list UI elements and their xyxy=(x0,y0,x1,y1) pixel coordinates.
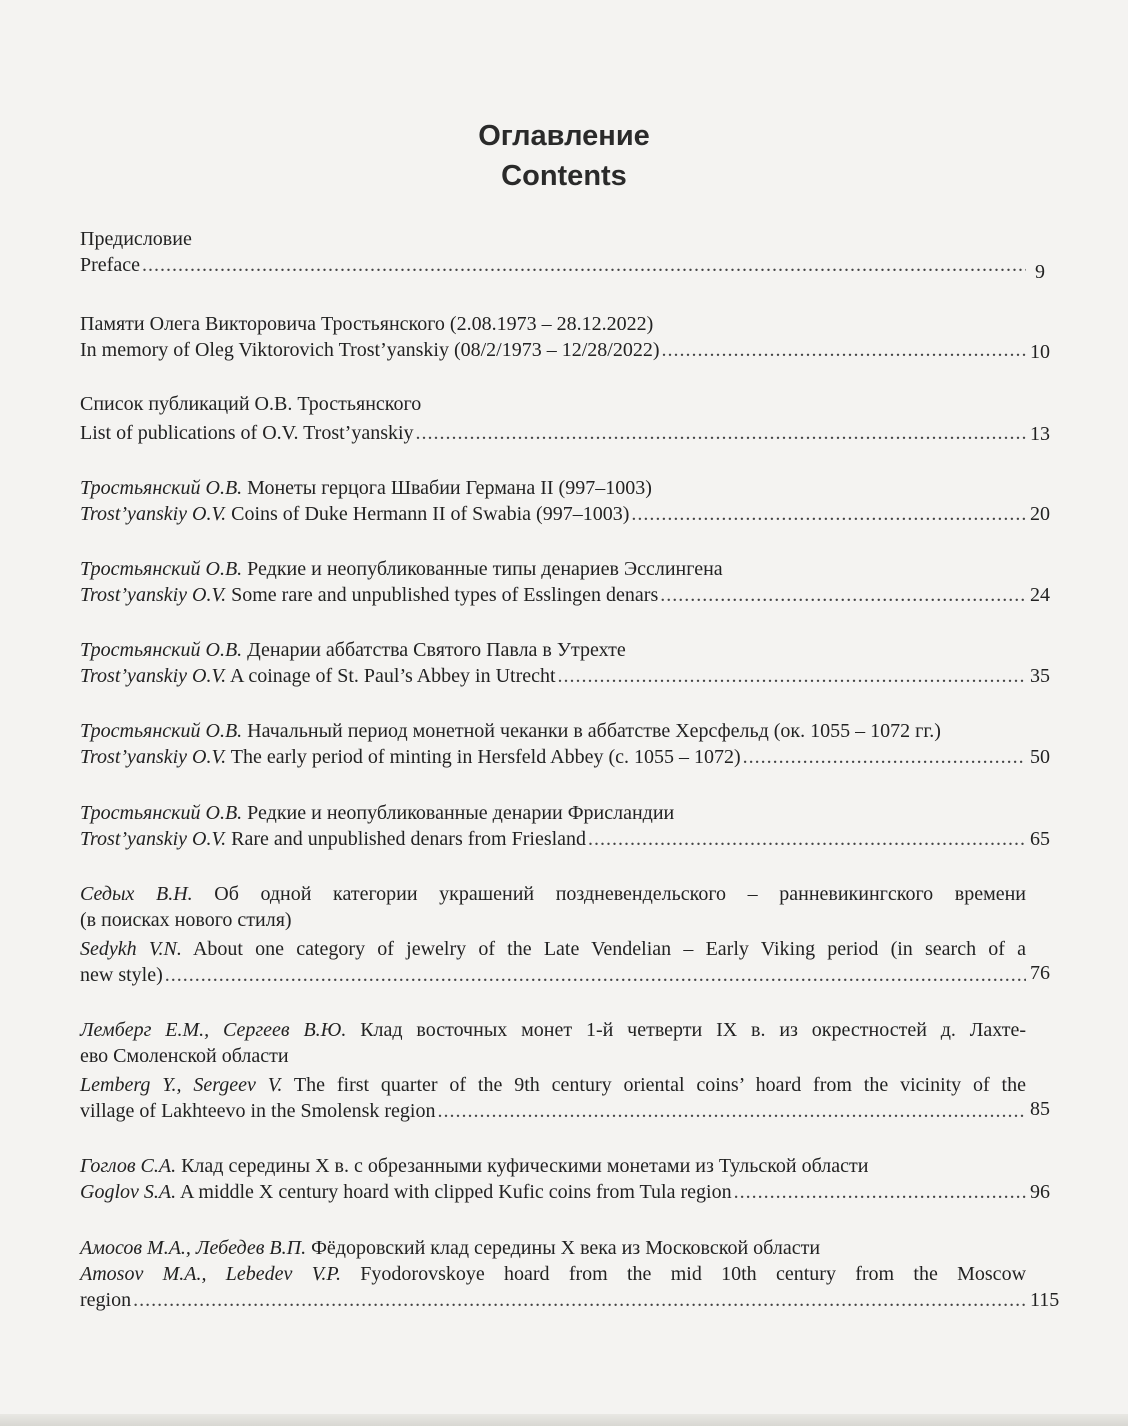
entry-author-ru: Тростьянский О.В. xyxy=(80,720,243,742)
entry-author-en: Sedykh V.N. xyxy=(80,938,182,960)
toc-entry-jewelry[interactable] xyxy=(80,881,1026,988)
entry-author-en: Lemberg Y., Sergeev V. xyxy=(80,1074,283,1096)
entry-title-ru: Памяти Олега Викторовича Тростьянского (2.08.1973 – 28.12.2022) xyxy=(80,313,654,335)
entry-title-en: A middle X century hoard with clipped Kufic coins from Tula region xyxy=(180,1181,732,1203)
entry-author-en: Trost’yanskiy O.V. xyxy=(80,746,227,768)
dot-leader xyxy=(416,420,1026,446)
entry-title-en: Coins of Duke Hermann II of Swabia (997–1003) xyxy=(231,503,630,525)
dot-leader xyxy=(133,1287,1026,1313)
entry-author-ru: Тростьянский О.В. xyxy=(80,558,243,580)
entry-title-en-line1: The first quarter of the 9th century oriental coins’ hoard from the vicinity of the xyxy=(293,1074,1026,1096)
entry-title-en: The early period of minting in Hersfeld Abbey (c. 1055 – 1072) xyxy=(230,746,741,768)
entry-title-ru: Фёдоровский клад середины X века из Московской области xyxy=(311,1237,821,1259)
dot-leader xyxy=(142,252,1026,278)
page-number: 115 xyxy=(1030,1289,1060,1311)
entry-title-ru-line1: Клад восточных монет 1-й четверти IX в. из окрестностей д. Лахте- xyxy=(360,1019,1027,1041)
entry-title-ru: Предисловие xyxy=(80,228,192,250)
entry-title-ru-line2: ево Смоленской области xyxy=(80,1045,289,1067)
entry-author-ru: Гоглов С.А. xyxy=(80,1155,177,1177)
toc-entry-tula[interactable] xyxy=(80,1153,1026,1205)
entry-title-en-line1: Fyodorovskoye hoard from the mid 10th century from the Moscow xyxy=(360,1263,1027,1285)
page-number: 76 xyxy=(1030,962,1050,984)
dot-leader xyxy=(631,501,1026,527)
title-en: Contents xyxy=(501,160,627,192)
page-number: 85 xyxy=(1030,1098,1050,1120)
page-number: 96 xyxy=(1030,1181,1050,1203)
entry-author-ru: Тростьянский О.В. xyxy=(80,639,243,661)
page-number: 9 xyxy=(1035,261,1045,283)
dot-leader xyxy=(558,663,1026,689)
toc-entry-swabia[interactable] xyxy=(80,475,1026,527)
entry-author-en: Trost’yanskiy O.V. xyxy=(80,503,227,525)
entry-title-ru-line1: Об одной категории украшений поздневендельского – ранневикингского времени xyxy=(214,883,1027,905)
toc-entry-utrecht[interactable] xyxy=(80,637,1026,689)
entry-author-en: Trost’yanskiy O.V. xyxy=(80,665,227,687)
dot-leader xyxy=(437,1098,1026,1124)
entry-title-ru: Список публикаций О.В. Тростьянского xyxy=(80,393,422,415)
entry-title-en: Rare and unpublished denars from Friesland xyxy=(231,828,587,850)
toc-entry-hersfeld[interactable] xyxy=(80,718,1026,770)
toc-entry-memory[interactable] xyxy=(80,311,1026,363)
entry-title-ru-line2: (в поисках нового стиля) xyxy=(80,909,292,931)
page-number: 24 xyxy=(1030,584,1050,606)
entry-title-ru: Денарии аббатства Святого Павла в Утрехте xyxy=(247,639,626,661)
dot-leader xyxy=(660,582,1026,608)
toc-entry-esslingen[interactable] xyxy=(80,556,1026,608)
entry-author-en: Goglov S.A. xyxy=(80,1181,177,1203)
entry-author-ru: Амосов М.А., Лебедев В.П. xyxy=(80,1237,307,1259)
entry-title-ru: Монеты герцога Швабии Германа II (997–1003) xyxy=(247,477,652,499)
entry-title-en-line2: new style) xyxy=(80,964,163,986)
entry-title-ru: Клад середины X в. с обрезанными куфическими монетами из Тульской области xyxy=(181,1155,869,1177)
entry-author-ru: Лемберг Е.М., Сергеев В.Ю. xyxy=(80,1019,347,1041)
entry-author-ru: Тростьянский О.В. xyxy=(80,477,243,499)
toc-entry-friesland[interactable] xyxy=(80,800,1026,852)
dot-leader xyxy=(743,744,1026,770)
toc-entry-fyodorovskoye[interactable] xyxy=(80,1235,1026,1313)
entry-title-ru: Начальный период монетной чеканки в аббатстве Херсфельд (ок. 1055 – 1072 гг.) xyxy=(247,720,941,742)
entry-title-en-line2: region xyxy=(80,1289,132,1311)
dot-leader xyxy=(734,1179,1026,1205)
toc-entry-lakhteevo[interactable] xyxy=(80,1017,1026,1124)
entry-author-en: Amosov M.A., Lebedev V.P. xyxy=(80,1263,341,1285)
entry-title-en: A coinage of St. Paul’s Abbey in Utrecht xyxy=(230,665,556,687)
entry-title-en: Preface xyxy=(80,254,140,276)
page-number: 35 xyxy=(1030,665,1050,687)
toc-entry-preface[interactable] xyxy=(80,226,1026,278)
entry-title-en: List of publications of O.V. Trost’yanskiy xyxy=(80,422,414,444)
entry-author-en: Trost’yanskiy O.V. xyxy=(80,828,227,850)
title-ru: Оглавление xyxy=(478,120,650,152)
page-number: 20 xyxy=(1030,503,1050,525)
dot-leader xyxy=(588,826,1026,852)
entry-author-ru: Седых В.Н. xyxy=(80,883,193,905)
dot-leader xyxy=(165,962,1026,988)
entry-author-en: Trost’yanskiy O.V. xyxy=(80,584,227,606)
page-number: 13 xyxy=(1030,423,1050,445)
page-number: 10 xyxy=(1030,341,1050,363)
dot-leader xyxy=(662,337,1026,363)
entry-title-ru: Редкие и неопубликованные типы денариев Эсслингена xyxy=(247,558,723,580)
scan-edge xyxy=(0,1414,1128,1426)
entry-author-ru: Тростьянский О.В. xyxy=(80,802,243,824)
entry-title-en: In memory of Oleg Viktorovich Trost’yanskiy (08/2/1973 – 12/28/2022) xyxy=(80,339,660,361)
page-number: 65 xyxy=(1030,828,1050,850)
page-number: 50 xyxy=(1030,746,1050,768)
entry-title-en-line2: village of Lakhteevo in the Smolensk region xyxy=(80,1100,436,1122)
entry-title-ru: Редкие и неопубликованные денарии Фрисландии xyxy=(247,802,675,824)
toc-entry-publications[interactable] xyxy=(80,391,1026,446)
entry-title-en-line1: About one category of jewelry of the Late Vendelian – Early Viking period (in search of a xyxy=(192,938,1027,960)
entry-title-en: Some rare and unpublished types of Esslingen denars xyxy=(231,584,659,606)
